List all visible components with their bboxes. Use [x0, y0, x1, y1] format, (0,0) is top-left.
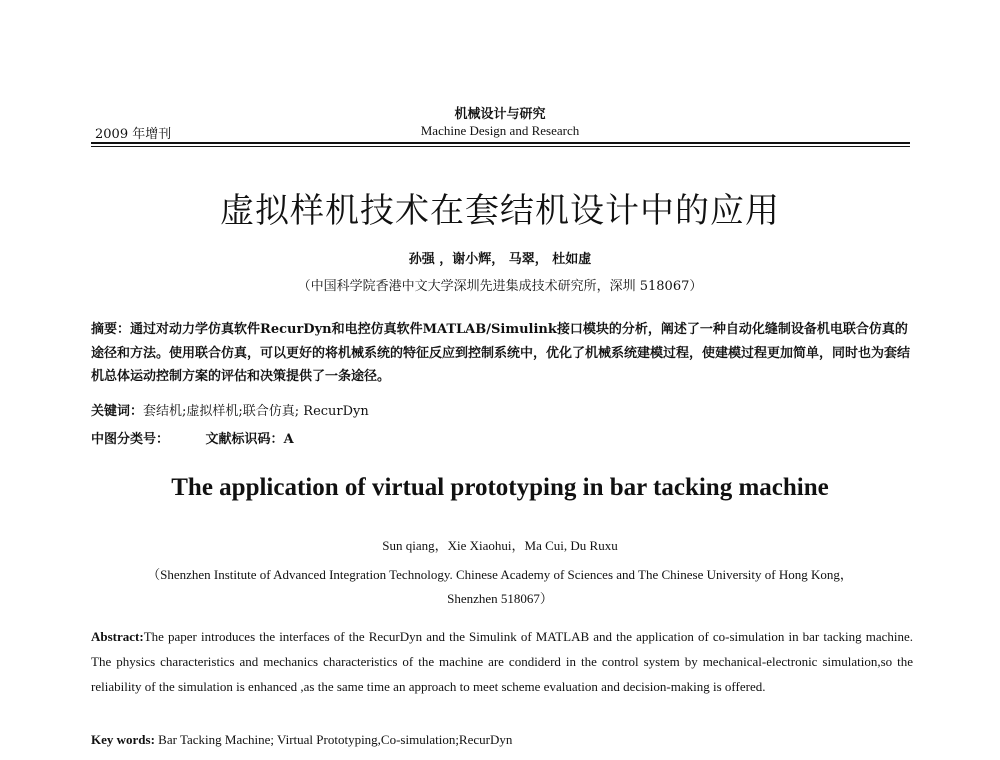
keywords-cn	[91, 400, 369, 419]
header-rule-thick	[91, 142, 910, 144]
paper-title-cn: 虚拟样机技术在套结机设计中的应用	[220, 191, 780, 231]
doc-code-label: 文献标识码：	[205, 432, 284, 447]
keywords-cn-text: 套结机;虚拟样机;联合仿真; RecurDyn	[143, 404, 369, 419]
abstract-en	[91, 624, 913, 699]
keywords-en-text: Bar Tacking Machine; Virtual Prototyping,Co-simulation;RecurDyn	[154, 732, 513, 747]
abstract-en-text: The paper introduces the interfaces of the RecurDyn and the Simulink of MATLAB and the application of co-simulation in bar tacking machine. The physics characteristics and mechanics characteristics of the machine are condiderd in the control system by mechanical-electronic simulation,so the reliability of the simulation is enhanced ,as the same time an approach to meet scheme evaluation and decision-making is offered.	[91, 629, 913, 694]
doc-code-value: A	[283, 432, 294, 447]
abstract-cn-text: 通过对动力学仿真软件RecurDyn和电控仿真软件MATLAB/Simulink接口模块的分析，阐述了一种自动化缝制设备机电联合仿真的途径和方法。使用联合仿真，可以更好的将机械系统的特征反应到控制系统中，优化了机械系统建模过程，使建模过程更加简单，同时也为套结机总体运动控制方案的评估和决策提供了一条途径。	[91, 322, 911, 384]
header-rule-thin	[91, 146, 910, 147]
authors-cn: 孙强 ，谢小辉， 马翠， 杜如虚	[408, 252, 592, 267]
classification-cn	[91, 428, 294, 447]
affiliation-en-line2: Shenzhen 518067）	[447, 591, 553, 606]
authors-en: Sun qiang，Xie Xiaohui，Ma Cui, Du Ruxu	[382, 538, 618, 553]
journal-title-cn: 机械设计与研究	[454, 107, 546, 122]
issue-label: 2009 年增刊	[95, 127, 172, 142]
keywords-cn-label: 关键词：	[91, 404, 144, 419]
keywords-en-label: Key words:	[91, 732, 155, 747]
abstract-cn	[91, 318, 913, 389]
affiliation-en-line1: （Shenzhen Institute of Advanced Integration Technology. Chinese Academy of Sciences and The Chinese University of Hong Kong，	[147, 567, 853, 582]
keywords-en	[91, 732, 512, 748]
journal-title-en: Machine Design and Research	[420, 123, 580, 138]
abstract-cn-label: 摘要：	[91, 322, 131, 337]
affiliation-cn: （中国科学院香港中文大学深圳先进集成技术研究所，深圳 518067）	[297, 279, 703, 294]
paper-title-en: The application of virtual prototyping in bar tacking machine	[171, 474, 829, 501]
abstract-en-label: Abstract:	[91, 629, 144, 644]
clc-label: 中图分类号：	[91, 432, 170, 447]
affiliation-en	[0, 563, 1000, 611]
